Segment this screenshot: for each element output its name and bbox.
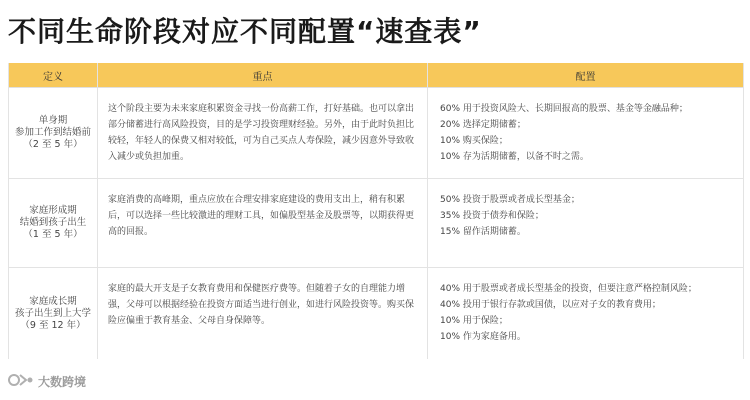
stage-duration: （2 至 5 年）	[23, 139, 83, 150]
config-line: 35% 投资于债券和保险；	[440, 211, 544, 221]
focus-cell: 家庭消费的高峰期，重点应放在合理安排家庭建设的费用支出上，稍有积累后，可以选择一些比较激进的理财工具，如偏股型基金及股票等，以期获得更高的回报。	[98, 179, 428, 267]
config-line: 20% 选择定期储蓄；	[440, 120, 526, 130]
config-line: 40% 用于股票或者成长型基金的投资，但要注意严格控制风险；	[440, 284, 697, 294]
table-row	[9, 179, 743, 268]
stage-name: 家庭成长期	[29, 295, 77, 307]
config-cell	[428, 268, 743, 359]
stage-duration: （9 至 12 年）	[20, 319, 86, 331]
focus-cell: 家庭的最大开支是子女教育费用和保健医疗费等。但随着子女的自理能力增强，父母可以根据经验在投资方面适当进行创业，如进行风险投资等。购买保险应偏重于教育基金、父母自身保障等。	[98, 268, 428, 359]
table-row	[9, 88, 743, 179]
brand-logo	[8, 372, 86, 391]
stage-name: 单身期	[38, 115, 68, 126]
brand-logo-text: 大数跨境	[38, 375, 87, 389]
config-line: 10% 购买保险；	[440, 136, 508, 146]
stage-cell	[9, 88, 98, 178]
config-line: 10% 作为家庭备用。	[440, 332, 526, 342]
stage-range: 孩子出生到上大学	[14, 307, 91, 319]
config-line: 40% 投用于银行存款或国债，以应对子女的教育费用；	[440, 300, 661, 310]
header-config: 配置	[575, 71, 596, 83]
table-header	[9, 63, 743, 88]
table-row	[9, 268, 743, 359]
stage-range: 结婚到孩子出生	[19, 217, 87, 228]
page-title: 不同生命阶段对应不同配置“速查表”	[8, 15, 482, 48]
focus-cell: 这个阶段主要为未来家庭积累资金寻找一份高薪工作，打好基础。也可以拿出部分储蓄进行高风险投资，目的是学习投资理财经验。另外，由于此时负担比较轻，年轻人的保费又相对较低，可为自己买点人寿保险，减少因意外导致收入减少或负担加重。	[98, 88, 428, 178]
config-cell	[428, 179, 743, 267]
stage-name: 家庭形成期	[29, 205, 77, 216]
header-focus: 重点	[98, 63, 428, 87]
config-line: 10% 存为活期储蓄，以备不时之需。	[440, 152, 589, 162]
brand-logo-icon	[8, 372, 38, 391]
stage-cell	[9, 179, 98, 267]
stage-range: 参加工作到结婚前	[14, 127, 91, 138]
config-line: 60% 用于投资风险大、长期回报高的股票、基金等金融品种；	[440, 104, 688, 114]
stage-cell	[9, 268, 98, 359]
config-line: 15% 留作活期储蓄。	[440, 227, 526, 237]
stage-duration: （1 至 5 年）	[23, 229, 83, 240]
config-cell	[428, 88, 743, 178]
header-definition: 定义	[9, 63, 98, 87]
config-line: 10% 用于保险；	[440, 316, 508, 326]
config-line: 50% 投资于股票或者成长型基金；	[440, 195, 580, 205]
quick-reference-table	[8, 63, 744, 359]
